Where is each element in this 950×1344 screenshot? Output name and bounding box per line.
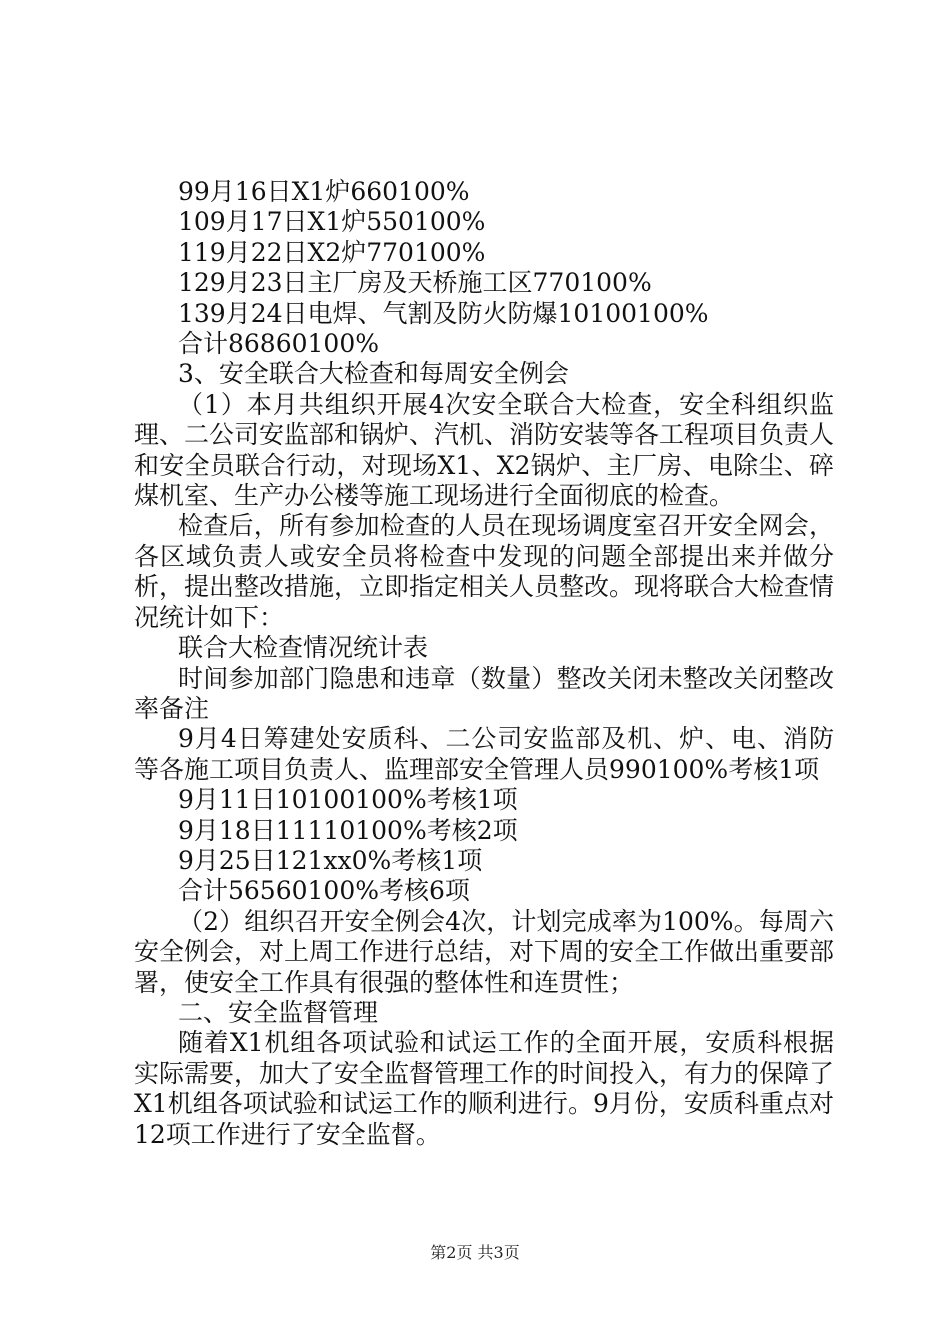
page-footer: 第2页 共3页: [430, 1243, 520, 1262]
section-heading-3: 3、安全联合大检查和每周安全例会: [178, 359, 569, 389]
table-row-sep-18: 9月18日11110100%考核2项: [178, 815, 518, 845]
paragraph-after-inspection: 检查后，所有参加检查的人员在现场调度室召开安全网会，各区域负责人或安全员将检查中发现的问题全部提出来并做分析，提出整改措施，立即指定相关人员整改。现将联合大检查情况统计如下：: [134, 511, 835, 632]
table-title: 联合大检查情况统计表: [178, 633, 429, 663]
document-body: [134, 177, 834, 1150]
paragraph-joint-inspection: （1）本月共组织开展4次安全联合大检查，安全科组织监理、二公司安监部和锅炉、汽机、消防安装等各工程项目负责人和安全员联合行动，对现场X1、X2锅炉、主厂房、电除尘、碎煤机室、生产办公楼等施工现场进行全面彻底的检查。: [134, 389, 835, 511]
inspection-row-13: 139月24日电焊、气割及防火防爆10100100%: [178, 298, 709, 328]
inspection-row-11: 119月22日X2炉770100%: [178, 237, 486, 267]
table-row-total: 合计56560100%考核6项: [178, 876, 470, 906]
table-row-sep-25: 9月25日121xx0%考核1项: [178, 845, 483, 875]
inspection-total: 合计86860100%: [178, 329, 380, 359]
inspection-row-10: 109月17日X1炉550100%: [178, 207, 486, 237]
inspection-row-9: 99月16日X1炉660100%: [178, 177, 470, 206]
section-heading-2: 二、安全监督管理: [178, 997, 379, 1027]
table-header-text: 时间参加部门隐患和违章（数量）整改关闭未整改关闭整改率备注: [134, 663, 834, 723]
table-row-sep-4: 9月4日筹建处安质科、二公司安监部及机、炉、电、消防等各施工项目负责人、监理部安全管理人员990100%考核1项: [134, 724, 834, 784]
inspection-row-12: 129月23日主厂房及天桥施工区770100%: [178, 268, 652, 298]
paragraph-supervision: 随着X1机组各项试验和试运工作的全面开展，安质科根据实际需要，加大了安全监督管理工作的时间投入，有力的保障了X1机组各项试验和试运工作的顺利进行。9月份，安质科重点对12项工作进行了安全监督。: [134, 1028, 835, 1149]
table-row-sep-11: 9月11日10100100%考核1项: [178, 785, 518, 815]
paragraph-safety-meeting: （2）组织召开安全例会4次，计划完成率为100%。每周六安全例会，对上周工作进行总结，对下周的安全工作做出重要部署，使安全工作具有很强的整体性和连贯性；: [134, 906, 835, 997]
